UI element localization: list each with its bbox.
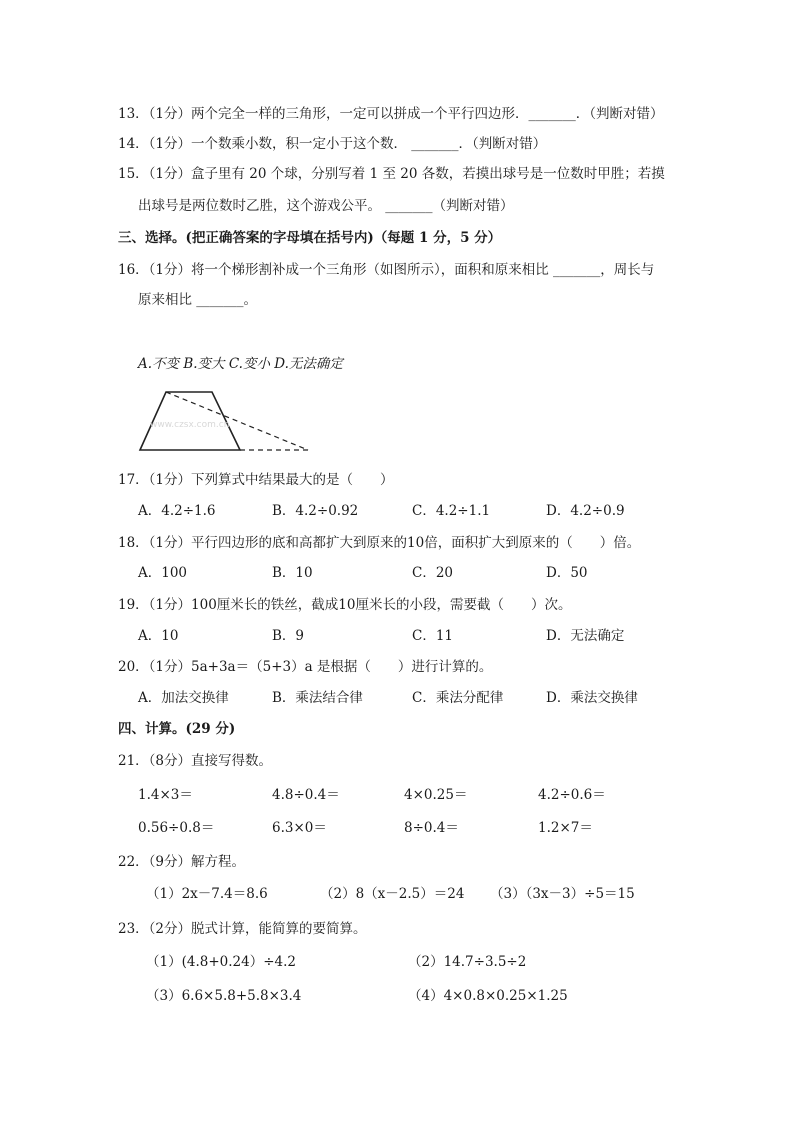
q23-item-4: （4）4×0.8×0.25×1.25	[408, 988, 568, 1004]
q23-item-2: （2）14.7÷3.5÷2	[408, 954, 527, 970]
question-19: 19．（1分）100厘米长的铁丝，截成10厘米长的小段，需要截（ ）次。	[118, 597, 572, 613]
q19-option-d: D．无法确定	[546, 628, 625, 644]
question-15-line2: 出球号是两位数时乙胜，这个游戏公平。 _______（判断对错）	[138, 198, 514, 214]
question-16-line2: 原来相比 _______。	[138, 292, 258, 308]
section-4-title: 四、计算。(29 分)	[118, 721, 236, 737]
q17-option-b: B．4.2÷0.92	[272, 503, 359, 519]
q18-option-a: A．100	[138, 565, 188, 581]
question-17: 17．（1分）下列算式中结果最大的是（ ）	[118, 472, 394, 488]
q18-option-d: D．50	[546, 565, 588, 581]
q21-item-4: 4.2÷0.6＝	[538, 787, 606, 803]
q19-option-b: B．9	[272, 628, 305, 644]
q23-item-1: （1）(4.8+0.24）÷4.2	[146, 954, 296, 970]
q22-equation-3: （3）（3x－3）÷5＝15	[490, 886, 635, 902]
q21-item-7: 8÷0.4＝	[404, 820, 459, 836]
q17-option-a: A．4.2÷1.6	[138, 503, 216, 519]
q21-item-5: 0.56÷0.8＝	[138, 820, 215, 836]
question-13: 13．（1分）两个完全一样的三角形，一定可以拼成一个平行四边形．_______．（判断对错）	[118, 106, 664, 122]
q21-item-2: 4.8÷0.4＝	[272, 787, 340, 803]
q18-option-b: B．10	[272, 565, 313, 581]
q19-option-a: A．10	[138, 628, 179, 644]
q21-item-3: 4×0.25＝	[404, 787, 468, 803]
section-3-title: 三、选择。(把正确答案的字母填在括号内)（每题 1 分，5 分）	[118, 230, 502, 246]
question-16-line1: 16．（1分）将一个梯形割补成一个三角形（如图所示），面积和原来相比 _______，周长与	[118, 262, 655, 278]
q23-item-3: （3）6.6×5.8+5.8×3.4	[146, 988, 302, 1004]
q17-option-c: C．4.2÷1.1	[412, 503, 491, 519]
question-18: 18．（1分）平行四边形的底和高都扩大到原来的10倍，面积扩大到原来的（ ）倍。	[118, 535, 641, 551]
q22-equation-2: （2）8（x－2.5）＝24	[320, 886, 465, 902]
question-14: 14．（1分）一个数乘小数，积一定小于这个数． _______．（判断对错）	[118, 136, 547, 152]
q17-option-d: D．4.2÷0.9	[546, 503, 625, 519]
q21-item-6: 6.3×0＝	[272, 820, 327, 836]
q19-option-c: C．11	[412, 628, 454, 644]
q20-option-a: A．加法交换律	[138, 690, 229, 706]
watermark: www.czsx.com.cn	[150, 420, 230, 430]
question-16-options: A.不变 B.变大 C.变小 D.无法确定	[138, 356, 343, 372]
question-15-line1: 15．（1分）盒子里有 20 个球，分别写着 1 至 20 各数，若摸出球号是一位数时甲胜；若摸	[118, 166, 665, 182]
q22-equation-1: （1）2x－7.4＝8.6	[146, 886, 268, 902]
question-20: 20．（1分）5a+3a＝（5+3）a 是根据（ ）进行计算的。	[118, 659, 493, 675]
question-23: 23．（2分）脱式计算，能简算的要简算。	[118, 921, 367, 937]
q20-option-b: B．乘法结合律	[272, 690, 363, 706]
q21-item-1: 1.4×3＝	[138, 787, 193, 803]
q18-option-c: C．20	[412, 565, 454, 581]
question-21: 21．（8分）直接写得数。	[118, 753, 273, 769]
q20-option-c: C．乘法分配律	[412, 690, 504, 706]
question-22: 22．（9分）解方程。	[118, 854, 246, 870]
q21-item-8: 1.2×7＝	[538, 820, 593, 836]
q20-option-d: D．乘法交换律	[546, 690, 638, 706]
